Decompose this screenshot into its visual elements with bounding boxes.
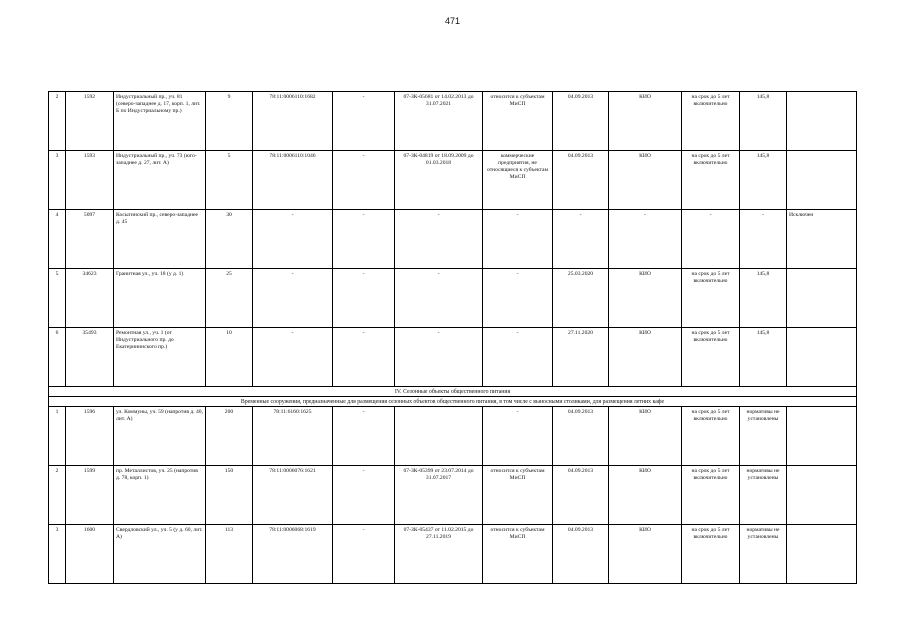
cell-code: 35493 [66, 328, 114, 387]
cell-term: - [682, 210, 740, 269]
cell-number: 5 [49, 269, 66, 328]
table-body-bottom [49, 407, 857, 584]
cell-relation: - [483, 269, 553, 328]
page-number: 471 [444, 16, 461, 26]
cell-date: 04.09.2013 [553, 151, 609, 210]
cell-cadastre: 78:11:0006068:1619 [253, 525, 333, 584]
cell-term: на срок до 5 лет включительно [682, 466, 740, 525]
cell-note [787, 328, 857, 387]
cell-address: Ремонтная ул., уч. 1 (от Индустриального пр. до Екатерининского пр.) [114, 328, 206, 387]
cell-extra: - [333, 525, 395, 584]
cell-code: 1592 [66, 92, 114, 151]
cell-note [787, 151, 857, 210]
cell-organization: КИО [609, 525, 682, 584]
cell-number: 6 [49, 328, 66, 387]
cell-relation: - [483, 328, 553, 387]
cell-address: Свердловский ул., уч. 5 (у д. 60, лит. А) [114, 525, 206, 584]
cell-organization: КИО [609, 328, 682, 387]
cell-date: 04.09.2013 [553, 92, 609, 151]
cell-cadastre: - [253, 269, 333, 328]
cell-cadastre: 78:11:6160:1625 [253, 407, 333, 466]
cell-term: на срок до 5 лет включительно [682, 269, 740, 328]
cell-area: 150 [206, 466, 253, 525]
cell-organization: КИО [609, 407, 682, 466]
cell-contract: - [395, 328, 483, 387]
cell-term: на срок до 5 лет включительно [682, 151, 740, 210]
cell-relation: - [483, 407, 553, 466]
cell-address: Индустриальный пр., уч. 81 (северо-западнее д. 17, корп. 1, лит. Б по Индустриальному пр.) [114, 92, 206, 151]
cell-term: на срок до 5 лет включительно [682, 92, 740, 151]
cell-term: на срок до 5 лет включительно [682, 407, 740, 466]
table-body-top [49, 92, 857, 387]
cell-area: 200 [206, 407, 253, 466]
section-subtitle: Временные сооружения, предназначенные для размещения сезонных объектов общественного питания, в том числе с выносными столиками, для размещения летних кафе [49, 397, 857, 407]
table-row [49, 151, 857, 210]
cell-relation: относится к субъектам МиСП [483, 525, 553, 584]
cell-note: Исключен [787, 210, 857, 269]
cell-extra: - [333, 210, 395, 269]
cell-relation: относится к субъектам МиСП [483, 92, 553, 151]
cell-code: 5097 [66, 210, 114, 269]
cell-note [787, 466, 857, 525]
cell-address: Косыгинский пр., северо-западнее д. 45 [114, 210, 206, 269]
table-row [49, 407, 857, 466]
cell-contract: 07-ЗК-05399 от 23.07.2014 до 31.07.2017 [395, 466, 483, 525]
cell-code: 1596 [66, 407, 114, 466]
section-title-row [49, 387, 857, 397]
cell-cadastre: - [253, 210, 333, 269]
cell-contract: - [395, 210, 483, 269]
cell-area: 113 [206, 525, 253, 584]
cell-number: 4 [49, 210, 66, 269]
table-row [49, 328, 857, 387]
cell-area: 9 [206, 92, 253, 151]
cell-cadastre: 78:11:0006076:1621 [253, 466, 333, 525]
cell-number: 2 [49, 92, 66, 151]
cell-term: на срок до 5 лет включительно [682, 525, 740, 584]
cell-extra: - [333, 466, 395, 525]
cell-cadastre: - [253, 328, 333, 387]
cell-organization: - [609, 210, 682, 269]
cell-number: 2 [49, 466, 66, 525]
cell-relation: коммерческие предприятия, не относящиеся к субъектам МиСП [483, 151, 553, 210]
table-row [49, 210, 857, 269]
cell-date: - [553, 210, 609, 269]
cell-number: 3 [49, 525, 66, 584]
cell-address: ул. Коммуны, уч. 59 (напротив д. 40, лит. А) [114, 407, 206, 466]
cell-contract: 07-ЗК-04819 от 18.09.2009 до 01.03.2018 [395, 151, 483, 210]
registry-table [48, 91, 857, 584]
cell-address: Гранитная ул., уч. 18 (у д. 1) [114, 269, 206, 328]
cell-date: 04.09.2013 [553, 407, 609, 466]
cell-note [787, 92, 857, 151]
cell-date: 04.09.2013 [553, 525, 609, 584]
table-row [49, 466, 857, 525]
cell-contract [395, 407, 483, 466]
cell-code: 1599 [66, 466, 114, 525]
table-row [49, 269, 857, 328]
section-title: IV. Сезонные объекты общественного питания [49, 387, 857, 397]
cell-date: 27.11.2020 [553, 328, 609, 387]
cell-address: пр. Металлистов, уч. 25 (напротив д. 78, корп. 1) [114, 466, 206, 525]
cell-extra: - [333, 151, 395, 210]
cell-extra: - [333, 269, 395, 328]
cell-cadastre: 78:11:0006110:1046 [253, 151, 333, 210]
section-header [49, 387, 857, 407]
cell-number: 3 [49, 151, 66, 210]
table-row [49, 525, 857, 584]
cell-relation: - [483, 210, 553, 269]
cell-date: 04.09.2013 [553, 466, 609, 525]
cell-organization: КИО [609, 151, 682, 210]
cell-contract: 07-ЗК-05681 от 14.02.2013 до 31.07.2021 [395, 92, 483, 151]
cell-date: 25.03.2020 [553, 269, 609, 328]
cell-contract: 07-ЗК-05437 от 11.02.2015 до 27.11.2019 [395, 525, 483, 584]
cell-area: 30 [206, 210, 253, 269]
cell-extra: - [333, 407, 395, 466]
cell-extra: - [333, 328, 395, 387]
cell-rate: 145,8 [740, 92, 787, 151]
cell-rate: - [740, 210, 787, 269]
cell-rate: 145,8 [740, 151, 787, 210]
cell-code: 1600 [66, 525, 114, 584]
cell-code: 1593 [66, 151, 114, 210]
cell-area: 5 [206, 151, 253, 210]
cell-rate: нормативы не установлены [740, 525, 787, 584]
cell-organization: КИО [609, 269, 682, 328]
cell-term: на срок до 5 лет включительно [682, 328, 740, 387]
cell-address: Индустриальный пр., уч. 73 (юго-западнее д. 27, лит. А) [114, 151, 206, 210]
cell-rate: 145,8 [740, 328, 787, 387]
cell-number: 1 [49, 407, 66, 466]
cell-note [787, 269, 857, 328]
cell-organization: КИО [609, 92, 682, 151]
cell-note [787, 407, 857, 466]
cell-relation: относится к субъектам МиСП [483, 466, 553, 525]
table-row [49, 92, 857, 151]
cell-code: 34623 [66, 269, 114, 328]
section-subtitle-row [49, 397, 857, 407]
cell-area: 10 [206, 328, 253, 387]
cell-note [787, 525, 857, 584]
cell-cadastre: 78:11:0006110:1682 [253, 92, 333, 151]
cell-organization: КИО [609, 466, 682, 525]
cell-rate: 145,8 [740, 269, 787, 328]
cell-contract: - [395, 269, 483, 328]
cell-area: 25 [206, 269, 253, 328]
cell-rate: нормативы не установлены [740, 466, 787, 525]
cell-extra: - [333, 92, 395, 151]
cell-rate: нормативы не установлены [740, 407, 787, 466]
